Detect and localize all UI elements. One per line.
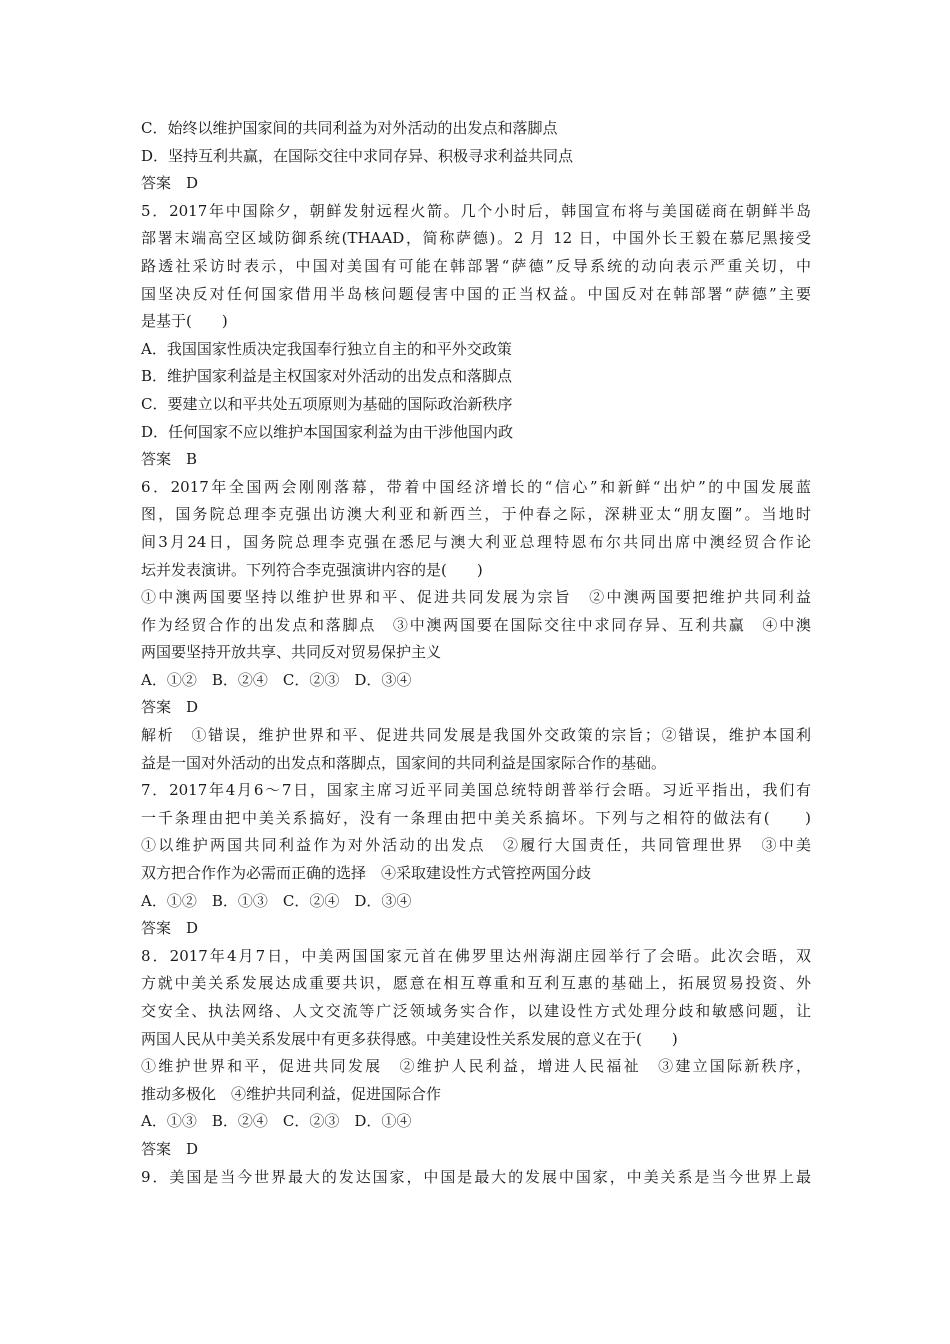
text-line: ①维护世界和平，促进共同发展 ②维护人民利益，增进人民福祉 ③建立国际新秩序， — [141, 1057, 811, 1076]
text-line: 图，国务院总理李克强出访澳大利亚和新西兰，于仲春之际，深耕亚太“朋友圈”。当地时 — [141, 505, 811, 524]
text-line: 双方把合作作为必需而正确的选择 ④采取建设性方式管控两国分歧 — [141, 864, 592, 883]
text-line: 交安全、执法网络、人文交流等广泛领域务实合作，以建设性方式处理分歧和敏感问题，让 — [141, 1002, 811, 1020]
text-line: A．我国国家性质决定我国奉行独立自主的和平外交政策 — [141, 339, 512, 358]
text-line: 解析 ①错误，维护世界和平、促进共同发展是我国外交政策的宗旨；②错误，维护本国利 — [141, 726, 811, 745]
text-line: C．要建立以和平共处五项原则为基础的国际政治新秩序 — [141, 394, 513, 413]
text-line: 答案 D — [141, 698, 199, 717]
text-line: 8．2017年4月7日，中美两国国家元首在佛罗里达州海湖庄园举行了会晤。此次会晤，双 — [141, 946, 811, 965]
text-line: 答案 B — [141, 450, 198, 469]
text-line: A．①② B．①③ C．②④ D．③④ — [141, 891, 412, 910]
text-line: 国坚决反对任何国家借用半岛核问题侵害中国的正当权益。中国反对在韩部署“萨德”主要 — [141, 284, 811, 303]
text-line: 两国要坚持开放共享、共同反对贸易保护主义 — [141, 643, 442, 662]
text-line: C．始终以维护国家间的共同利益为对外活动的出发点和落脚点 — [141, 119, 558, 137]
text-line: ①中澳两国要坚持以维护世界和平、促进共同发展为宗旨 ②中澳两国要把维护共同利益 — [141, 588, 811, 607]
text-line: 益是一国对外活动的出发点和落脚点，国家间的共同利益是国家际合作的基础。 — [141, 753, 667, 772]
text-line: B．维护国家利益是主权国家对外活动的出发点和落脚点 — [141, 367, 513, 386]
text-line: 方就中美关系发展达成重要共识，愿意在相互尊重和互利互惠的基础上，拓展贸易投资、外 — [141, 974, 811, 993]
text-line: 作为经贸合作的出发点和落脚点 ③中澳两国要在国际交往中求同存异、互利共赢 ④中澳 — [141, 615, 811, 634]
document-body — [141, 115, 811, 1191]
text-line: 答案 D — [141, 919, 199, 938]
text-line: 答案 D — [141, 174, 199, 193]
text-line: A．①③ B．②④ C．②③ D．①④ — [141, 1112, 412, 1131]
text-line: 答案 D — [141, 1139, 199, 1158]
text-line: 部署末端高空区域防御系统(THAAD，简称萨德)。2 月 12 日，中国外长王毅在慕尼黑接受 — [141, 229, 811, 248]
text-line: 间3月24日，国务院总理李克强在悉尼与澳大利亚总理特恩布尔共同出席中澳经贸合作论 — [141, 532, 811, 551]
text-line: 坛并发表演讲。下列符合李克强演讲内容的是( ) — [141, 560, 483, 579]
text-line: 5．2017年中国除夕，朝鲜发射远程火箭。几个小时后，韩国宣布将与美国磋商在朝鲜半岛 — [141, 201, 811, 220]
text-line: 是基于( ) — [141, 312, 228, 331]
text-line: D．坚持互利共赢，在国际交往中求同存异、积极寻求利益共同点 — [141, 146, 574, 165]
text-line: 推动多极化 ④维护共同利益，促进国际合作 — [141, 1084, 442, 1103]
text-line: 6．2017年全国两会刚刚落幕，带着中国经济增长的“信心”和新鲜“出炉”的中国发展蓝 — [141, 477, 811, 496]
text-line: 路透社采访时表示，中国对美国有可能在韩部署“萨德”反导系统的动向表示严重关切，中 — [141, 256, 811, 275]
text-line: 一千条理由把中美关系搞好，没有一条理由把中美关系搞坏。下列与之相符的做法有( ) — [141, 808, 811, 827]
text-line: ①以维护两国共同利益作为对外活动的出发点 ②履行大国责任，共同管理世界 ③中美 — [141, 836, 811, 855]
text-line: A．①② B．②④ C．②③ D．③④ — [141, 670, 412, 689]
text-line: 7．2017年4月6～7日，国家主席习近平同美国总统特朗普举行会晤。习近平指出，我们有 — [141, 781, 811, 800]
text-line: 9．美国是当今世界最大的发达国家，中国是最大的发展中国家，中美关系是当今世界上最 — [141, 1167, 811, 1186]
text-line: 两国人民从中美关系发展中有更多获得感。中美建设性关系发展的意义在于( ) — [141, 1029, 678, 1048]
text-line: D．任何国家不应以维护本国国家利益为由干涉他国内政 — [141, 422, 514, 441]
